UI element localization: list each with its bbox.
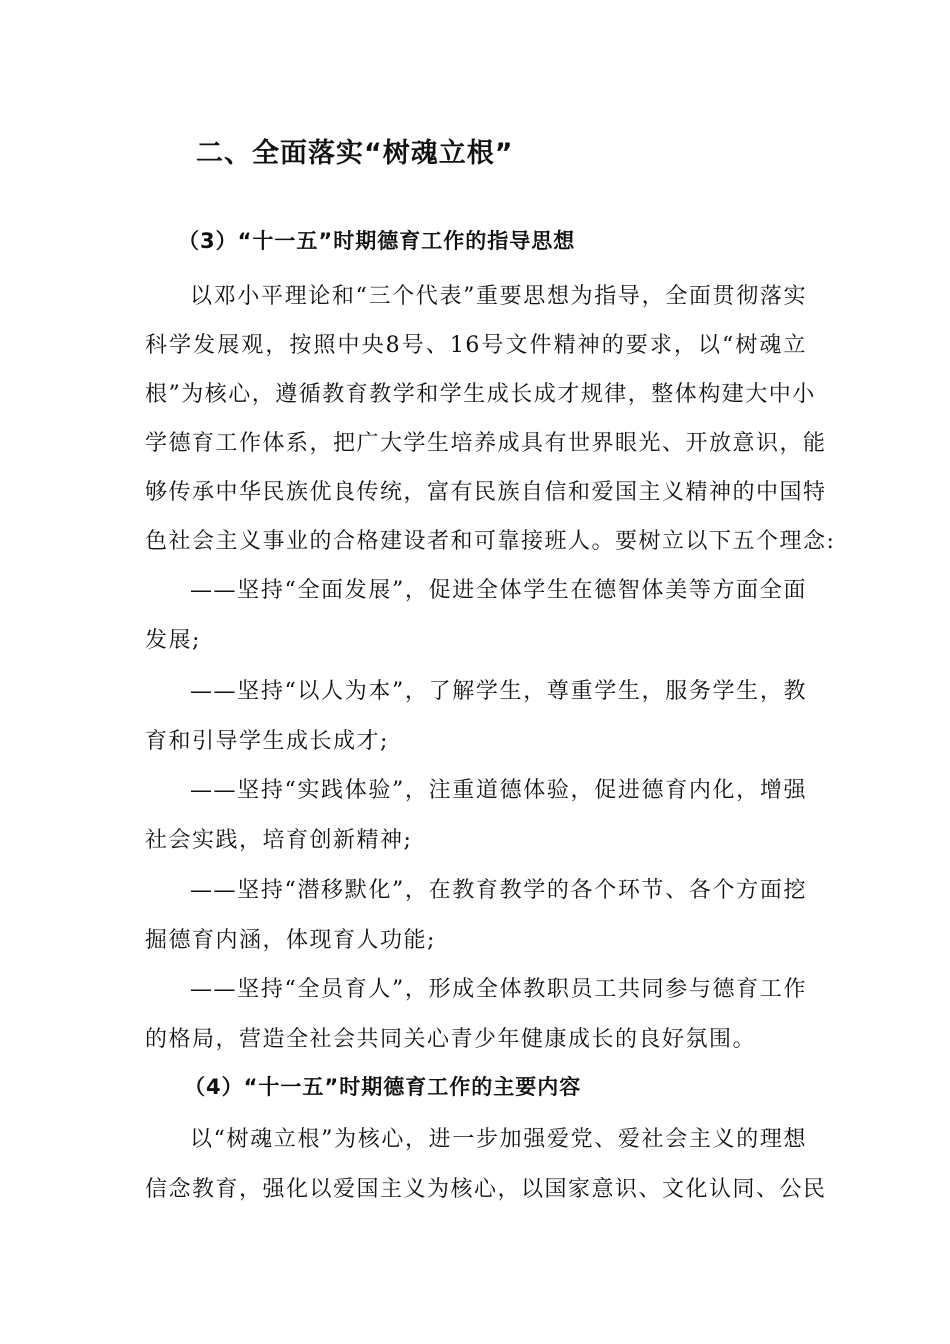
principle-line: ——坚持“全面发展”，促进全体学生在德智体美等方面全面 xyxy=(190,578,807,603)
paragraph-line: 信念教育，强化以爱国主义为核心，以国家意识、文化认同、公民 xyxy=(145,1177,827,1202)
principle-line: ——坚持“以人为本”，了解学生，尊重学生，服务学生，教 xyxy=(190,679,807,704)
principle-line: ——坚持“实践体验”，注重道德体验，促进德育内化，增强 xyxy=(190,778,807,803)
principle-line: 的格局，营造全社会共同关心青少年健康成长的良好氛围。 xyxy=(145,1027,757,1052)
paragraph-line: 以邓小平理论和“三个代表”重要思想为指导，全面贯彻落实 xyxy=(190,284,807,309)
subsection-4-heading: （4）“十一五”时期德育工作的主要内容 xyxy=(184,1075,582,1099)
paragraph-line: 够传承中华民族优良传统，富有民族自信和爱国主义精神的中国特 xyxy=(145,480,827,505)
section-title: 二、全面落实“树魂立根” xyxy=(196,138,514,169)
paragraph-line: 色社会主义事业的合格建设者和可靠接班人。要树立以下五个理念: xyxy=(145,529,836,554)
paragraph-line: 根”为核心，遵循教育教学和学生成长成才规律，整体构建大中小 xyxy=(145,382,816,407)
principle-line: 掘德育内涵，体现育人功能; xyxy=(145,928,436,953)
paragraph-line: 学德育工作体系，把广大学生培养成具有世界眼光、开放意识，能 xyxy=(145,431,827,456)
principle-line: 发展; xyxy=(145,628,201,653)
subsection-3-heading: （3）“十一五”时期德育工作的指导思想 xyxy=(178,229,576,253)
paragraph-line: 科学发展观，按照中央8号、16号文件精神的要求，以“树魂立 xyxy=(145,333,807,358)
principle-line: ——坚持“潜移默化”，在教育教学的各个环节、各个方面挖 xyxy=(190,878,807,903)
principle-line: 社会实践，培育创新精神; xyxy=(145,828,413,853)
paragraph-line: 以“树魂立根”为核心，进一步加强爱党、爱社会主义的理想 xyxy=(190,1127,807,1152)
principle-line: 育和引导学生成长成才; xyxy=(145,729,389,754)
principle-line: ——坚持“全员育人”，形成全体教职员工共同参与德育工作 xyxy=(190,977,807,1002)
